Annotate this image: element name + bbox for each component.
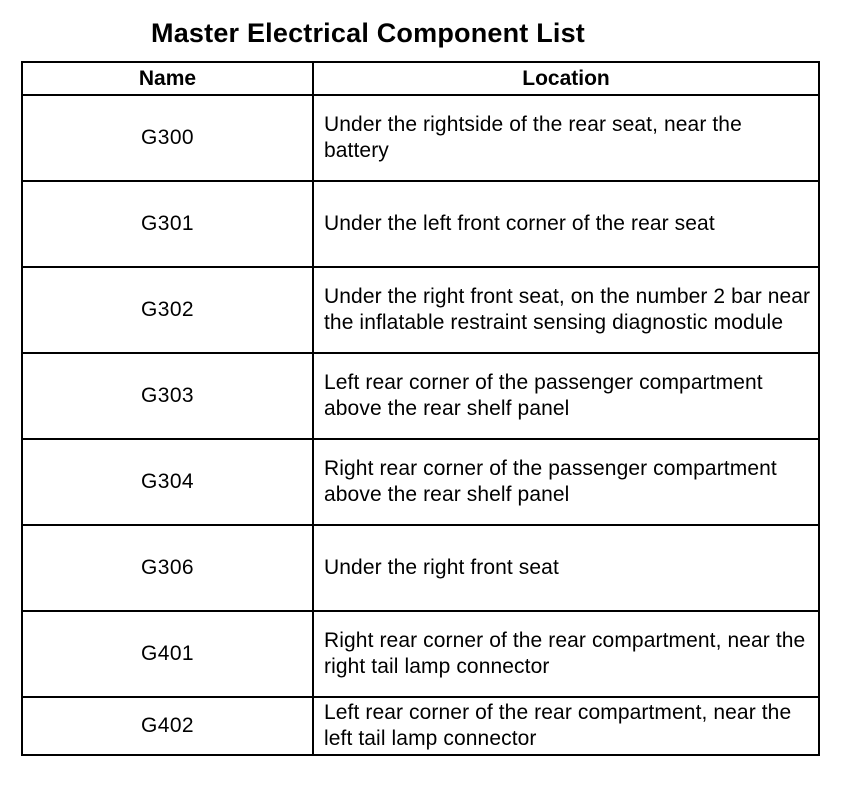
- column-header-name: Name: [22, 62, 313, 95]
- table-row: [22, 697, 819, 755]
- component-table: [21, 61, 820, 756]
- table-header-row: [22, 62, 819, 95]
- component-name: G402: [22, 697, 313, 755]
- component-location: Left rear corner of the passenger compartment above the rear shelf panel: [313, 353, 819, 439]
- table-row: [22, 525, 819, 611]
- component-location: Right rear corner of the rear compartment, near the right tail lamp connector: [313, 611, 819, 697]
- component-name: G304: [22, 439, 313, 525]
- table-row: [22, 181, 819, 267]
- component-name: G303: [22, 353, 313, 439]
- component-location: Under the rightside of the rear seat, near the battery: [313, 95, 819, 181]
- table-row: [22, 353, 819, 439]
- component-name: G300: [22, 95, 313, 181]
- table-row: [22, 267, 819, 353]
- component-name: G302: [22, 267, 313, 353]
- component-location: Under the left front corner of the rear seat: [313, 181, 819, 267]
- component-location: Under the right front seat, on the number 2 bar near the inflatable restraint sensing diagnostic module: [313, 267, 819, 353]
- component-name: G306: [22, 525, 313, 611]
- table-row: [22, 95, 819, 181]
- page-title: Master Electrical Component List: [151, 18, 585, 48]
- component-location: Under the right front seat: [313, 525, 819, 611]
- component-location: Right rear corner of the passenger compartment above the rear shelf panel: [313, 439, 819, 525]
- table-row: [22, 611, 819, 697]
- column-header-location: Location: [313, 62, 819, 95]
- table-row: [22, 439, 819, 525]
- component-location: Left rear corner of the rear compartment, near the left tail lamp connector: [313, 697, 819, 755]
- component-name: G301: [22, 181, 313, 267]
- component-name: G401: [22, 611, 313, 697]
